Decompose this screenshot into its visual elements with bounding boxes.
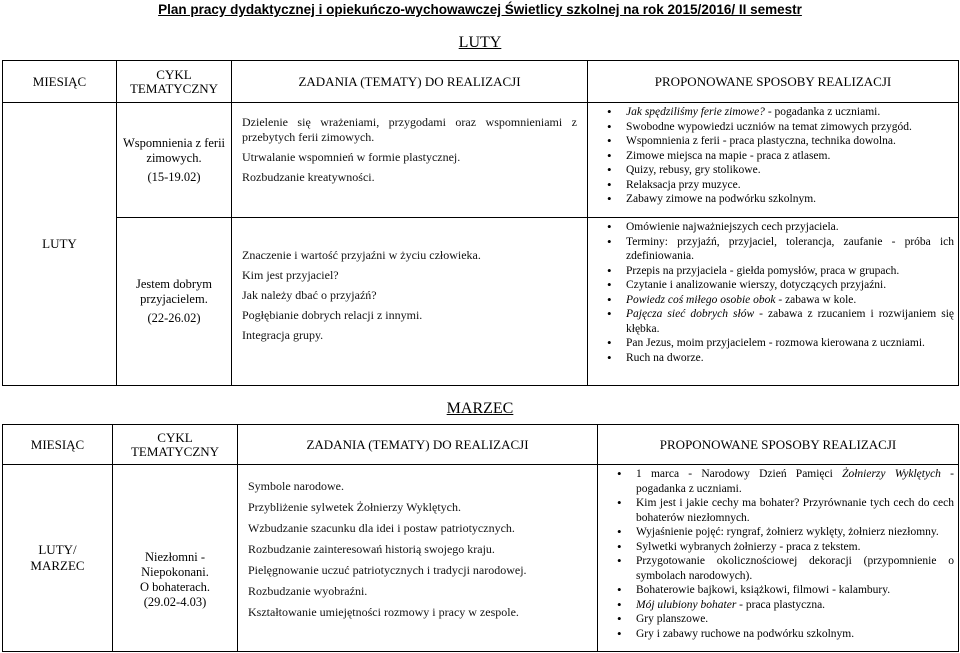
method-item: • Relaksacja przy muzyce. xyxy=(598,178,954,193)
task-item: Znaczenie i wartość przyjaźni w życiu człowieka. xyxy=(242,248,481,262)
method-item: • 1 marca - Narodowy Dzień Pamięci Żołnierzy Wyklętych - pogadanka z uczniami. xyxy=(608,467,954,496)
cycle-cell: Niezłomni - Niepokonani. O bohaterach. (29.02-4.03) xyxy=(113,465,238,652)
method-item: • Powiedz coś miłego osobie obok - zabawa w kole. xyxy=(598,293,954,308)
method-item: • Swobodne wypowiedzi uczniów na temat zimowych przygód. xyxy=(598,120,954,135)
method-item: • Pajęcza sieć dobrych słów - zabawa z rzucaniem i rozwijaniem się kłębka. xyxy=(598,307,954,336)
method-item: • Przygotowanie okolicznościowej dekoracji (przypomnienie o symbolach narodowych). xyxy=(608,554,954,583)
methods-cell xyxy=(588,103,959,218)
header-cycle: CYKL TEMATYCZNY xyxy=(113,425,238,465)
header-methods: PROPONOWANE SPOSOBY REALIZACJI xyxy=(598,425,959,465)
task-item: Symbole narodowe. xyxy=(248,479,344,493)
method-item: • Bohaterowie bajkowi, książkowi, filmowi - kalambury. xyxy=(608,583,954,598)
header-month: MIESIĄC xyxy=(3,425,113,465)
task-item: Pogłębianie dobrych relacji z innymi. xyxy=(242,308,423,322)
task-item: Integracja grupy. xyxy=(242,328,324,342)
task-item: Rozbudzanie wyobraźni. xyxy=(248,584,368,598)
month-cell: LUTY/ MARZEC xyxy=(3,465,113,652)
header-month: MIESIĄC xyxy=(3,61,117,103)
method-item: • Przepis na przyjaciela - giełda pomysłów, praca w grupach. xyxy=(598,264,954,279)
method-item: • Gry planszowe. xyxy=(608,612,954,627)
month-cell: LUTY xyxy=(3,103,117,386)
header-methods: PROPONOWANE SPOSOBY REALIZACJI xyxy=(588,61,959,103)
header-tasks: ZADANIA (TEMATY) DO REALIZACJI xyxy=(232,61,588,103)
section-heading-marzec: MARZEC xyxy=(446,400,514,417)
document-title: Plan pracy dydaktycznej i opiekuńczo-wychowawczej Świetlicy szkolnej na rok 2015/2016/ II semestr xyxy=(158,2,802,17)
method-item: • Zimowe miejsca na mapie - praca z atlasem. xyxy=(598,149,954,164)
task-item: Rozbudzanie zainteresowań historią swojego kraju. xyxy=(248,542,495,556)
method-item: • Jak spędziliśmy ferie zimowe? - pogadanka z uczniami. xyxy=(598,105,954,120)
method-item: • Ruch na dworze. xyxy=(598,351,954,366)
method-item: • Omówienie najważniejszych cech przyjaciela. xyxy=(598,220,954,235)
method-item: • Terminy: przyjaźń, przyjaciel, tolerancja, zaufanie - próba ich zdefiniowania. xyxy=(598,235,954,264)
tasks-cell xyxy=(232,103,588,218)
task-item: Pielęgnowanie uczuć patriotycznych i tradycji narodowej. xyxy=(248,563,527,577)
cycle-cell: Wspomnienia z ferii zimowych. (15-19.02) xyxy=(117,103,232,218)
method-item: • Wspomnienia z ferii - praca plastyczna, technika dowolna. xyxy=(598,134,954,149)
header-cycle: CYKL TEMATYCZNY xyxy=(117,61,232,103)
task-item: Rozbudzanie kreatywności. xyxy=(242,170,375,184)
method-item: • Kim jest i jakie cechy ma bohater? Przyrównanie tych cech do cech bohaterów niezłomnych. xyxy=(608,496,954,525)
section-heading-luty: LUTY xyxy=(458,34,502,51)
method-item: • Sylwetki wybranych żołnierzy - praca z tekstem. xyxy=(608,540,954,555)
tasks-cell xyxy=(232,218,588,386)
task-item: Kształtowanie umiejętności rozmowy i pracy w zespole. xyxy=(248,605,519,619)
task-item: Przybliżenie sylwetek Żołnierzy Wyklętych. xyxy=(248,500,461,514)
plan-table-marzec xyxy=(2,424,959,652)
method-item: • Czytanie i analizowanie wierszy, dotyczących przyjaźni. xyxy=(598,278,954,293)
task-item: Dzielenie się wrażeniami, przygodami oraz wspomnieniami z przebytych ferii zimowych. xyxy=(242,115,577,144)
task-item: Wzbudzanie szacunku dla idei i postaw patriotycznych. xyxy=(248,521,515,535)
plan-table-luty xyxy=(2,60,959,386)
method-item: • Quizy, rebusy, gry stolikowe. xyxy=(598,163,954,178)
method-item: • Wyjaśnienie pojęć: ryngraf, żołnierz wyklęty, żołnierz niezłomny. xyxy=(608,525,954,540)
method-item: • Pan Jezus, moim przyjacielem - rozmowa kierowana z uczniami. xyxy=(598,336,954,351)
tasks-cell xyxy=(238,465,598,652)
method-item: • Mój ulubiony bohater - praca plastyczna. xyxy=(608,598,954,613)
cycle-cell: Jestem dobrym przyjacielem. (22-26.02) xyxy=(117,218,232,386)
method-item: • Gry i zabawy ruchowe na podwórku szkolnym. xyxy=(608,627,954,642)
task-item: Kim jest przyjaciel? xyxy=(242,268,339,282)
method-item: • Zabawy zimowe na podwórku szkolnym. xyxy=(598,192,954,207)
header-tasks: ZADANIA (TEMATY) DO REALIZACJI xyxy=(238,425,598,465)
task-item: Utrwalanie wspomnień w formie plastycznej. xyxy=(242,150,461,164)
task-item: Jak należy dbać o przyjaźń? xyxy=(242,288,377,302)
methods-cell xyxy=(598,465,959,652)
methods-cell xyxy=(588,218,959,386)
